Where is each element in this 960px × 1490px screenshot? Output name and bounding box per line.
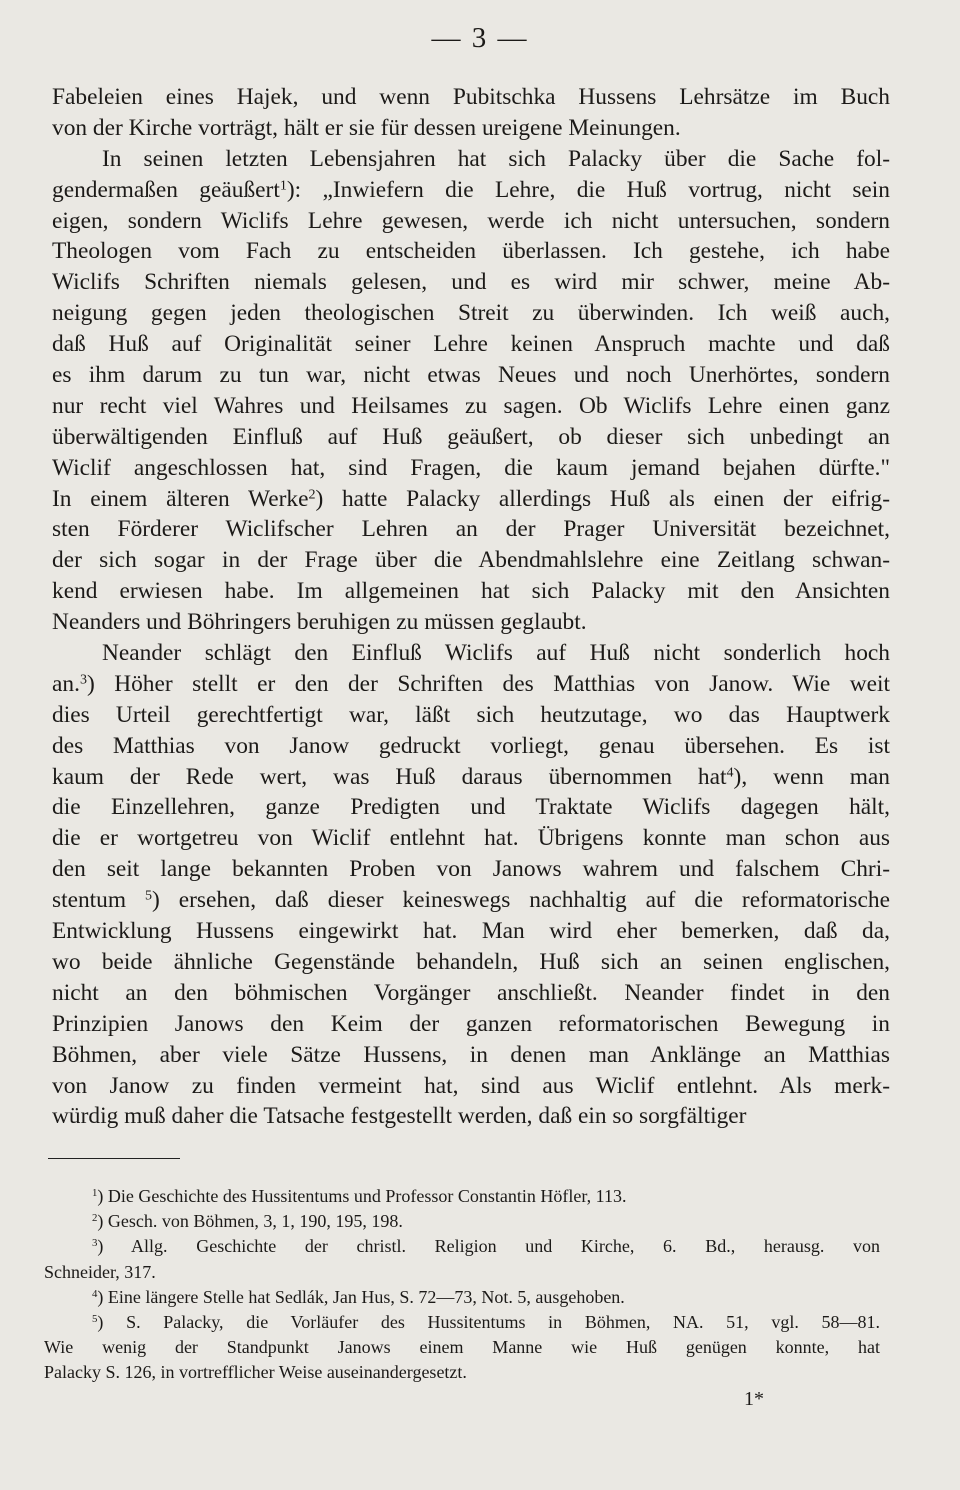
footnote-text: Palacky S. 126, in vortrefflicher Weise auseinandergesetzt.	[44, 1362, 467, 1383]
text-run: Theologen vom Fach zu entscheiden überlassen. Ich gestehe, ich habe	[52, 238, 890, 265]
text-line	[52, 514, 890, 545]
text-line	[52, 947, 890, 978]
text-line	[52, 978, 890, 1009]
text-run: nur recht viel Wahres und Heilsames zu sagen. Ob Wiclifs Lehre einen ganz	[52, 392, 890, 419]
text-run: ) hatte Palacky allerdings Huß als einen der eifrig-	[315, 485, 890, 512]
text-line	[52, 669, 890, 700]
text-run: von Janow zu finden vermeint hat, sind aus Wiclif entlehnt. Als merk-	[52, 1072, 890, 1099]
text-run: Wiclif angeschlossen hat, sind Fragen, die kaum jemand bejahen dürfte."	[52, 454, 890, 481]
text-run: Prinzipien Janows den Keim der ganzen reformatorischen Bewegung in	[52, 1010, 890, 1037]
text-run: die er wortgetreu von Wiclif entlehnt hat. Übrigens konnte man schon aus	[52, 825, 890, 852]
text-line	[52, 1009, 890, 1040]
text-line	[52, 607, 890, 638]
footnote-reference: 4	[726, 763, 734, 780]
text-line	[52, 422, 890, 453]
text-run: ): „Inwiefern die Lehre, die Huß vortrug, nicht sein	[286, 176, 891, 203]
text-run: an.	[52, 670, 80, 697]
text-run: Entwicklung Hussens eingewirkt hat. Man wird eher bemerken, daß da,	[52, 918, 890, 945]
text-run: Wiclifs Schriften niemals gelesen, und es wird mir schwer, meine Ab-	[52, 269, 890, 296]
text-line	[52, 1071, 890, 1102]
text-line	[52, 1040, 890, 1071]
text-run: es ihm darum zu tun war, nicht etwas Neues und noch Unerhörtes, sondern	[52, 362, 890, 389]
text-line	[52, 329, 890, 360]
text-line	[52, 360, 890, 391]
text-line	[52, 823, 890, 854]
text-run: den seit lange bekannten Proben von Janows wahrem und falschem Chri-	[52, 856, 890, 883]
text-run: Böhmen, aber viele Sätze Hussens, in denen man Anklänge an Matthias	[52, 1041, 890, 1068]
footnote-reference: 5	[145, 887, 153, 904]
text-run: Neander schlägt den Einfluß Wiclifs auf Huß nicht sonderlich hoch	[102, 640, 890, 667]
text-run: die Einzellehren, ganze Predigten und Traktate Wiclifs dagegen hält,	[52, 794, 890, 821]
footnote-text: ) Eine längere Stelle hat Sedlák, Jan Hus, S. 72—73, Not. 5, ausgehoben.	[97, 1286, 625, 1307]
footnote-line	[44, 1209, 880, 1234]
footnote-reference: 1	[279, 176, 287, 193]
text-line	[52, 113, 890, 144]
text-run: Fabeleien eines Hajek, und wenn Pubitschka Hussens Lehrsätze im Buch	[52, 84, 890, 110]
footnote-line	[44, 1310, 880, 1335]
text-line	[52, 206, 890, 237]
footnote-text: ) Gesch. von Böhmen, 3, 1, 190, 195, 198.	[97, 1211, 403, 1232]
text-line	[52, 391, 890, 422]
footnote-line	[44, 1260, 880, 1285]
text-run: kaum der Rede wert, was Huß daraus übernommen hat	[52, 763, 727, 790]
text-line	[52, 576, 890, 607]
footnote-line	[44, 1184, 880, 1209]
footnote-line	[44, 1335, 880, 1360]
text-line	[52, 236, 890, 267]
text-run: nicht an den böhmischen Vorgänger anschließt. Neander findet in den	[52, 979, 890, 1006]
footnote-reference: 3	[79, 671, 87, 688]
text-run: Neanders und Böhringers beruhigen zu müssen geglaubt.	[52, 609, 587, 636]
text-run: ) ersehen, daß dieser keineswegs nachhaltig auf die reformatorische	[152, 887, 890, 914]
text-line	[52, 638, 890, 669]
main-text	[52, 82, 890, 1132]
text-line	[52, 545, 890, 576]
footnote-number: 3	[92, 1237, 98, 1250]
text-line	[52, 700, 890, 731]
text-run: würdig muß daher die Tatsache festgestellt werden, daß ein so sorgfältiger	[52, 1103, 747, 1130]
text-run: In einem älteren Werke	[52, 485, 309, 512]
text-line	[52, 82, 890, 113]
text-line	[52, 885, 890, 916]
text-run: ) Höher stellt er den der Schriften des Matthias von Janow. Wie weit	[86, 670, 890, 697]
text-line	[52, 267, 890, 298]
text-run: der sich sogar in der Frage über die Abendmahlslehre eine Zeitlang schwan-	[52, 547, 890, 574]
text-line	[52, 916, 890, 947]
text-run: von der Kirche vorträgt, hält er sie für dessen ureigene Meinungen.	[52, 114, 681, 141]
text-line	[52, 1101, 890, 1132]
footnote-number: 4	[92, 1287, 98, 1300]
text-run: dies Urteil gerechtfertigt war, läßt sich heutzutage, wo das Hauptwerk	[52, 701, 890, 728]
footnote-line	[44, 1285, 880, 1310]
footnote-text: ) S. Palacky, die Vorläufer des Hussitentums in Böhmen, NA. 51, vgl. 58—81.	[97, 1311, 880, 1332]
footnote-number: 1	[92, 1187, 98, 1200]
footnote-line	[44, 1234, 880, 1259]
text-run: gendermaßen geäußert	[52, 176, 280, 203]
text-run: wo beide ähnliche Gegenstände behandeln, Huß sich an seinen englischen,	[52, 948, 890, 975]
text-run: In seinen letzten Lebensjahren hat sich Palacky über die Sache fol-	[102, 145, 890, 172]
text-line	[52, 731, 890, 762]
footnote-text: Wie wenig der Standpunkt Janows einem Manne wie Huß genügen konnte, hat	[44, 1337, 880, 1358]
text-run: kend erwiesen habe. Im allgemeinen hat sich Palacky mit den Ansichten	[52, 578, 890, 605]
footnote-number: 2	[92, 1212, 98, 1225]
footnotes	[44, 1184, 880, 1386]
text-line	[52, 175, 890, 206]
text-run: ), wenn man	[733, 763, 890, 790]
text-line	[52, 854, 890, 885]
text-line	[52, 144, 890, 175]
footnote-text: ) Die Geschichte des Hussitentums und Professor Constantin Höfler, 113.	[97, 1186, 627, 1206]
text-run: neigung gegen jeden theologischen Streit zu überwinden. Ich weiß auch,	[52, 300, 890, 327]
footnote-reference: 2	[308, 485, 316, 502]
footnote-divider	[48, 1158, 180, 1159]
footnote-text: ) Allg. Geschichte der christl. Religion und Kirche, 6. Bd., herausg. von	[97, 1236, 880, 1257]
text-run: stentum	[52, 887, 146, 914]
text-line	[52, 792, 890, 823]
text-line	[52, 298, 890, 329]
page-number-header: — 3 —	[431, 22, 529, 54]
printer-signature-mark: 1*	[744, 1388, 764, 1410]
text-run: überwältigenden Einfluß auf Huß geäußert, ob dieser sich unbedingt an	[52, 423, 890, 450]
text-line	[52, 453, 890, 484]
text-run: daß Huß auf Originalität seiner Lehre keinen Anspruch machte und daß	[52, 331, 890, 358]
text-run: eigen, sondern Wiclifs Lehre gewesen, werde ich nicht untersuchen, sondern	[52, 207, 890, 234]
text-line	[52, 762, 890, 793]
footnote-number: 5	[92, 1313, 98, 1325]
text-run: des Matthias von Janow gedruckt vorliegt, genau übersehen. Es ist	[52, 732, 890, 759]
footnote-line	[44, 1360, 880, 1385]
text-run: sten Förderer Wiclifscher Lehren an der Prager Universität bezeichnet,	[52, 516, 890, 543]
footnote-text: Schneider, 317.	[44, 1261, 156, 1282]
text-line	[52, 484, 890, 515]
